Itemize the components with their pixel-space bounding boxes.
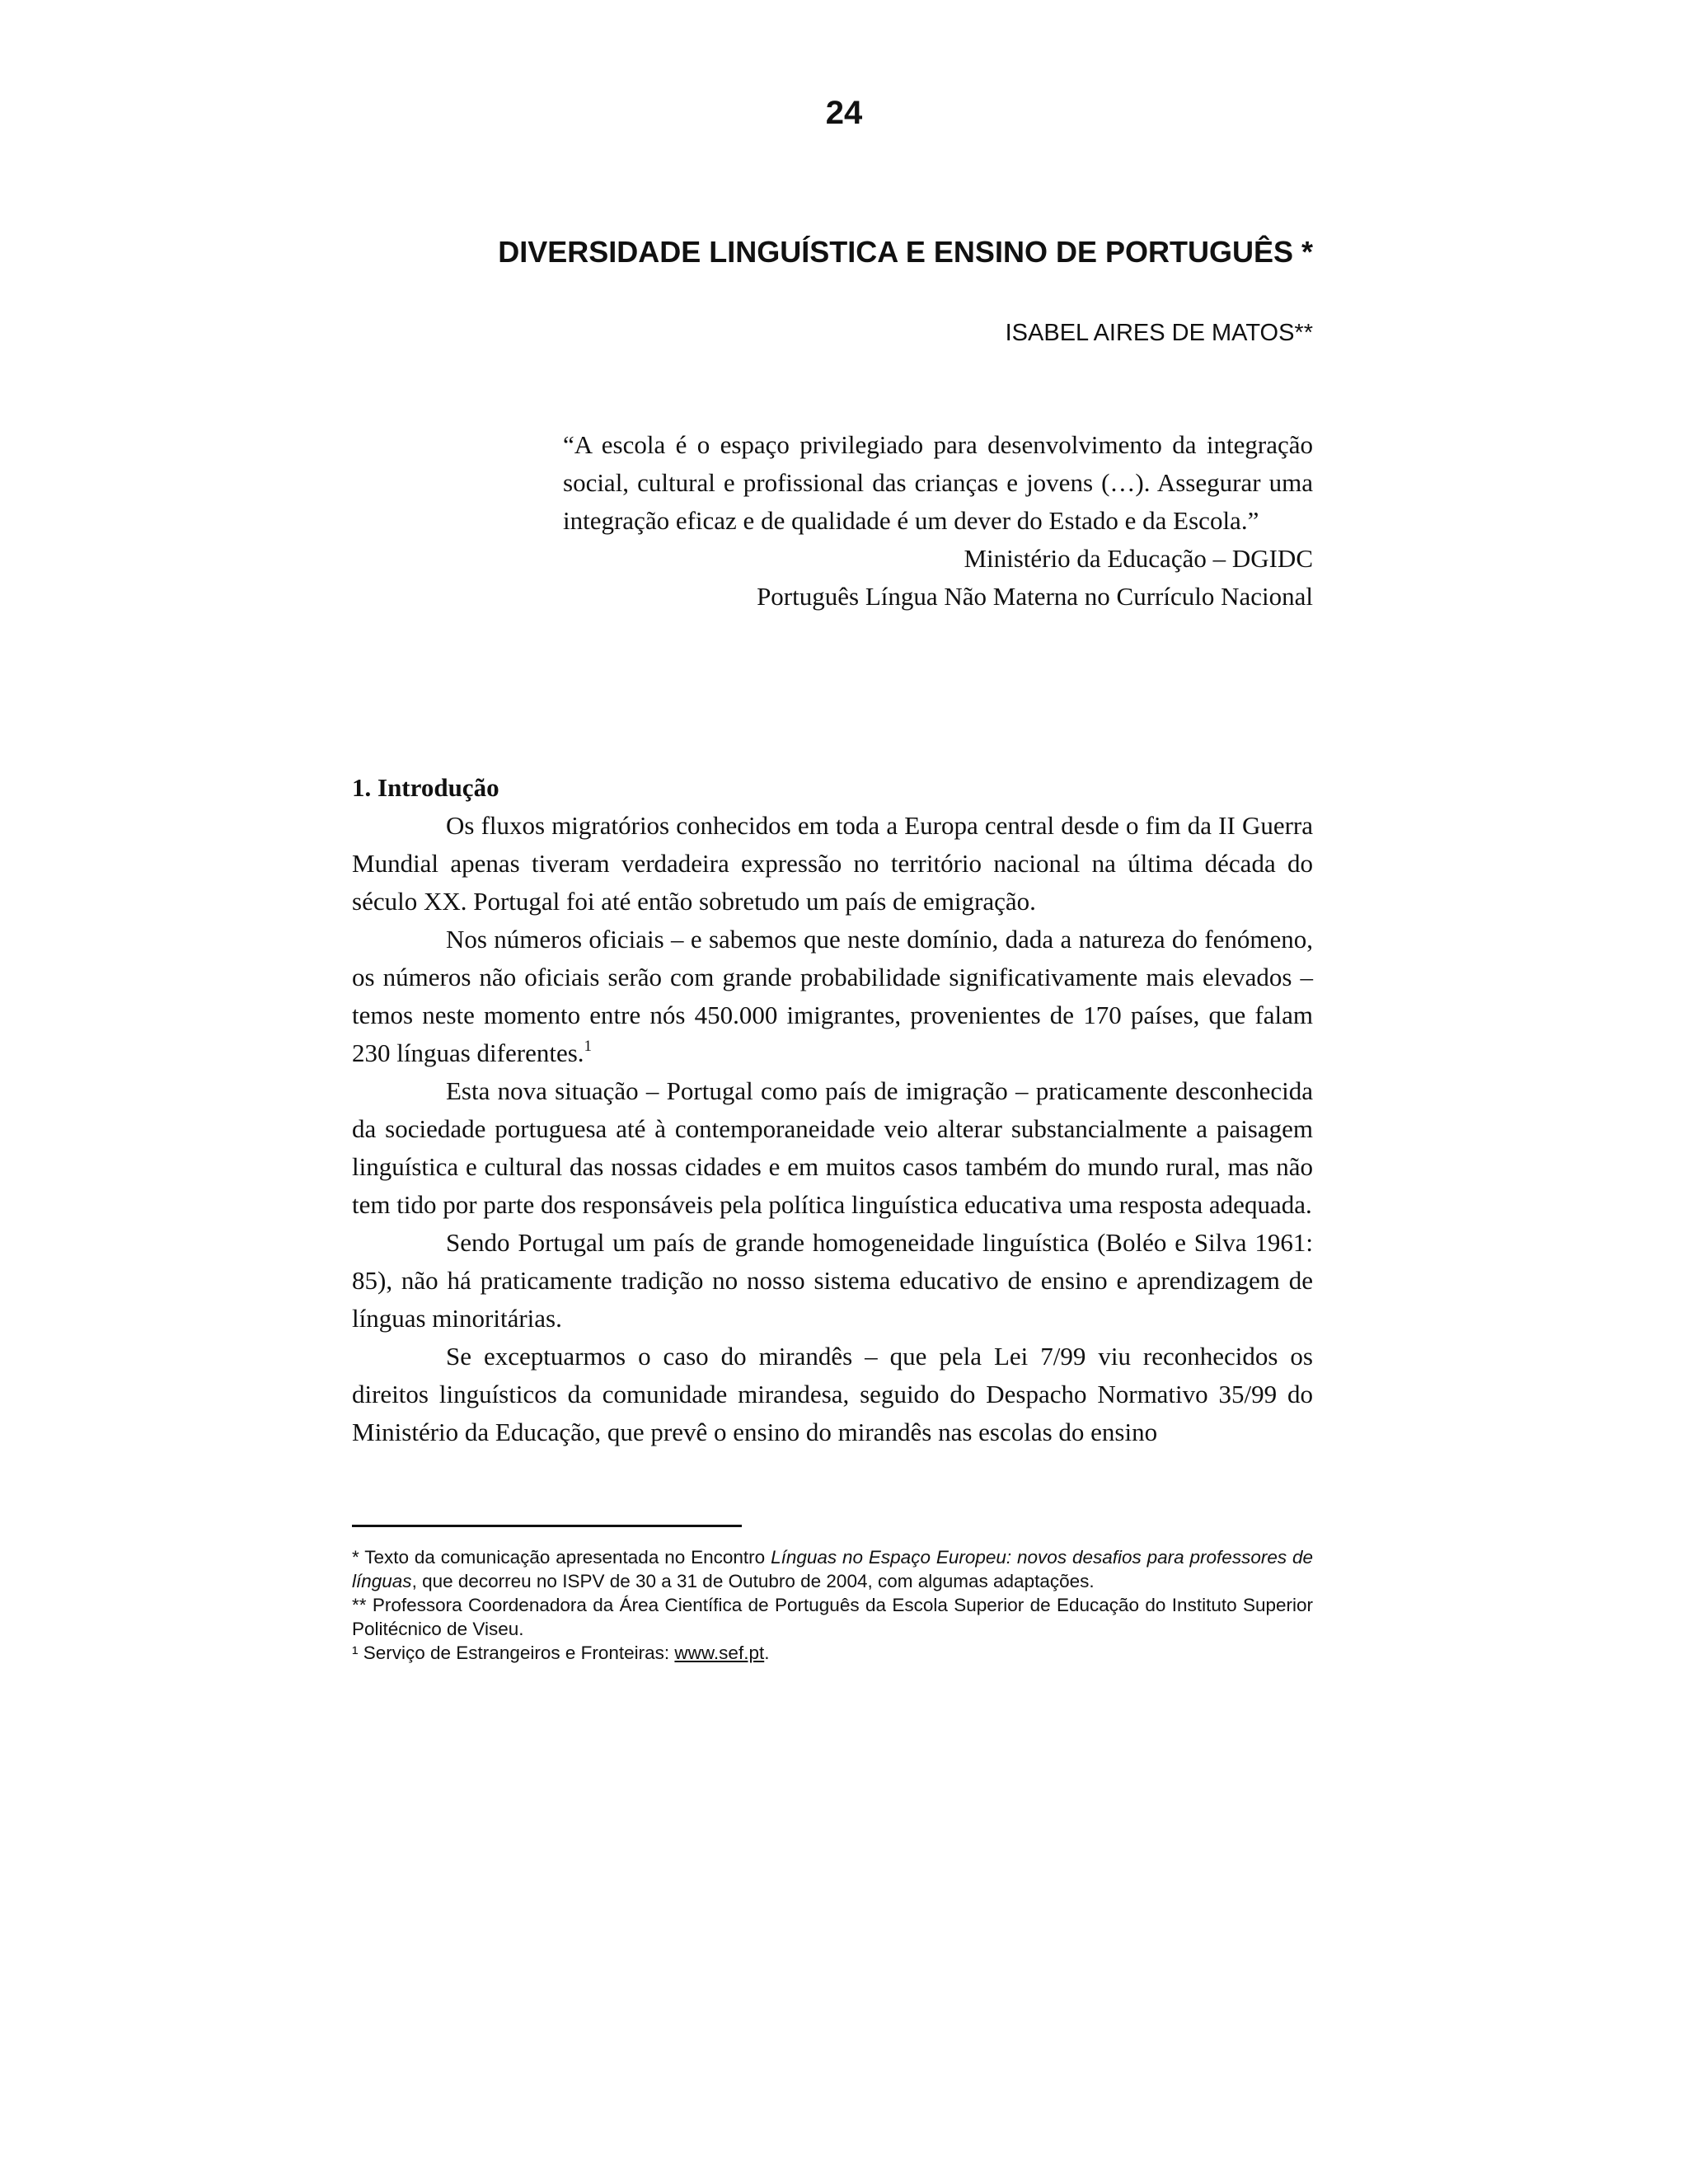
footnote-2: ** Professora Coordenadora da Área Científica de Português da Escola Superior de Educação do Instituto Superior Politécnico de Viseu. — [352, 1595, 1313, 1639]
footnote-3-prefix: ¹ Serviço de Estrangeiros e Fronteiras: — [352, 1643, 675, 1663]
epigraph — [563, 426, 1313, 616]
footnote-1-event-title: Línguas no Espaço Europeu: novos desafios para professores de línguas — [352, 1547, 1313, 1591]
paragraph: Os fluxos migratórios conhecidos em toda a Europa central desde o fim da II Guerra Mundial apenas tiveram verdadeira expressão no território nacional na última década do século XX. Portugal foi até então sobretudo um país de emigração. — [352, 811, 1313, 916]
footnote-1-suffix: , que decorreu no ISPV de 30 a 31 de Outubro de 2004, com algumas adaptações. — [411, 1571, 1095, 1591]
sef-link[interactable]: www.sef.pt — [674, 1643, 765, 1663]
footnote-separator — [352, 1525, 742, 1527]
paragraph: Se exceptuarmos o caso do mirandês – que pela Lei 7/99 viu reconhecidos os direitos linguísticos da comunidade mirandesa, seguido do Despacho Normativo 35/99 do Ministério da Educação, que prevê o ensino do mirandês nas escolas do ensino — [352, 1342, 1313, 1446]
footnotes — [352, 1545, 1313, 1665]
epigraph-source-line-2: Português Língua Não Materna no Currículo Nacional — [757, 582, 1313, 611]
footnote-reference[interactable]: 1 — [584, 1037, 593, 1055]
epigraph-quote: “A escola é o espaço privilegiado para desenvolvimento da integração social, cultural e profissional das crianças e jovens (…). Assegurar uma integração eficaz e de qualidade é um dever do Estado e da Escola.” — [563, 430, 1313, 535]
paragraph: Esta nova situação – Portugal como país de imigração – praticamente desconhecida da sociedade portuguesa até à contemporaneidade veio alterar substancialmente a paisagem linguística e cultural das nossas cidades e em muitos casos também do mundo rural, mas não tem tido por parte dos responsáveis pela política linguística educativa uma resposta adequada. — [352, 1076, 1313, 1219]
section-heading: 1. Introdução — [352, 773, 499, 802]
paragraph — [352, 921, 1313, 1072]
footnote-1-prefix: * Texto da comunicação apresentada no Encontro — [352, 1547, 771, 1568]
paragraph: Sendo Portugal um país de grande homogeneidade linguística (Boléo e Silva 1961: 85), não há praticamente tradição no nosso sistema educativo de ensino e aprendizagem de línguas minoritárias. — [352, 1228, 1313, 1333]
article-title: DIVERSIDADE LINGUÍSTICA E ENSINO DE PORTUGUÊS * — [498, 235, 1313, 269]
epigraph-source-line-1: Ministério da Educação – DGIDC — [964, 544, 1313, 573]
footnote-3-suffix: . — [764, 1643, 770, 1663]
footnote-3 — [352, 1641, 1313, 1665]
footnote-1 — [352, 1545, 1313, 1593]
article-author: ISABEL AIRES DE MATOS** — [1005, 320, 1313, 346]
page-number: 24 — [825, 95, 863, 131]
paragraph-text: Nos números oficiais – e sabemos que neste domínio, dada a natureza do fenómeno, os números não oficiais serão com grande probabilidade significativamente mais elevados – temos neste momento entre nós 450.000 imigrantes, provenientes de 170 países, que falam 230 línguas diferentes. — [352, 925, 1313, 1067]
body-text — [352, 769, 1313, 1451]
